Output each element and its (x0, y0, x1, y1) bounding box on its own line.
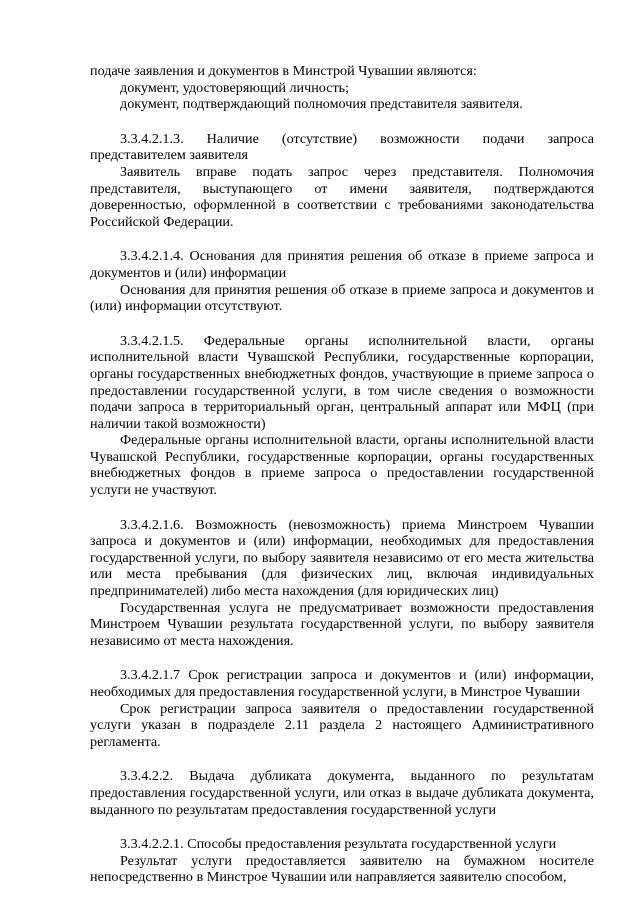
section-1-5 (90, 333, 594, 499)
section-heading: 3.3.4.2.1.6. Возможность (невозможность) приема Минстроем Чувашии запроса и документов и (или) информации, необходимых для предоставления государственной услуги, по выбору заявителя независимо от его места жительства или места пребывания (для физических лиц, включая индивидуальных предпринимателей) либо места нахождения (для юридических лиц) (90, 516, 594, 600)
section-1-4 (90, 248, 594, 314)
section-heading: 3.3.4.2.2.1. Способы предоставления результата государственной услуги (120, 836, 557, 853)
section-paragraph: Результат услуги предоставляется заявителю на бумажном носителе непосредственно в Минстрое Чувашии или направляется заявителю способом, (90, 852, 594, 886)
section-paragraph: Основания для принятия решения об отказе в приеме запроса и документов и (или) информации отсутствуют. (90, 281, 594, 315)
section-paragraph: Заявитель вправе подать запрос через представителя. Полномочия представителя, выступающего от имени заявителя, подтверждаются доверенностью, оформленной в соответствии с требованиями законодательства Российской Федерации. (90, 163, 594, 230)
section-heading: 3.3.4.2.1.3. Наличие (отсутствие) возможности подачи запроса представителем заявителя (90, 130, 594, 164)
section-2-2 (90, 768, 594, 818)
section-heading: 3.3.4.2.1.7 Срок регистрации запроса и документов и (или) информации, необходимых для предоставления государственной услуги, в Минстрое Чувашии (90, 667, 594, 700)
intro-list-item: документ, подтверждающий полномочия представителя заявителя. (120, 96, 523, 113)
section-heading: 3.3.4.2.1.4. Основания для принятия решения об отказе в приеме запроса и документов и (или) информации (90, 248, 594, 281)
intro-list-item: документ, удостоверяющий личность; (120, 79, 350, 96)
section-paragraph: Срок регистрации запроса заявителя о предоставлении государственной услуги указан в подразделе 2.11 раздела 2 настоящего Административного регламента. (90, 700, 594, 750)
section-1-7 (90, 667, 594, 750)
section-heading: 3.3.4.2.2. Выдача дубликата документа, выданного по результатам предоставления государственной услуги, или отказ в выдаче дубликата документа, выданного по результатам предоставления государственной услуги (90, 768, 594, 818)
section-2-2-1 (90, 836, 594, 886)
section-1-6 (90, 517, 594, 650)
intro-block (90, 63, 594, 113)
section-1-3 (90, 131, 594, 231)
section-paragraph: Федеральные органы исполнительной власти, органы исполнительной власти Чувашской Республики, государственные корпорации, органы государственных внебюджетных фондов в приеме запроса о предоставлении государственной услуги не участвуют. (90, 432, 594, 499)
intro-line: подаче заявления и документов в Минстрой Чувашии являются: (90, 63, 477, 79)
section-paragraph: Государственная услуга не предусматривает возможности предоставления Минстроем Чувашии результата государственной услуги, по выбору заявителя независимо от места нахождения. (90, 599, 594, 649)
section-heading: 3.3.4.2.1.5. Федеральные органы исполнительной власти, органы исполнительной власти Чувашской Республики, государственные корпорации, органы государственных внебюджетных фондов, участвующие в приеме запроса о предоставлении государственной услуги, в том числе сведения о возможности подачи запроса в территориальный орган, центральный аппарат или МФЦ (при наличии такой возможности) (90, 332, 594, 432)
